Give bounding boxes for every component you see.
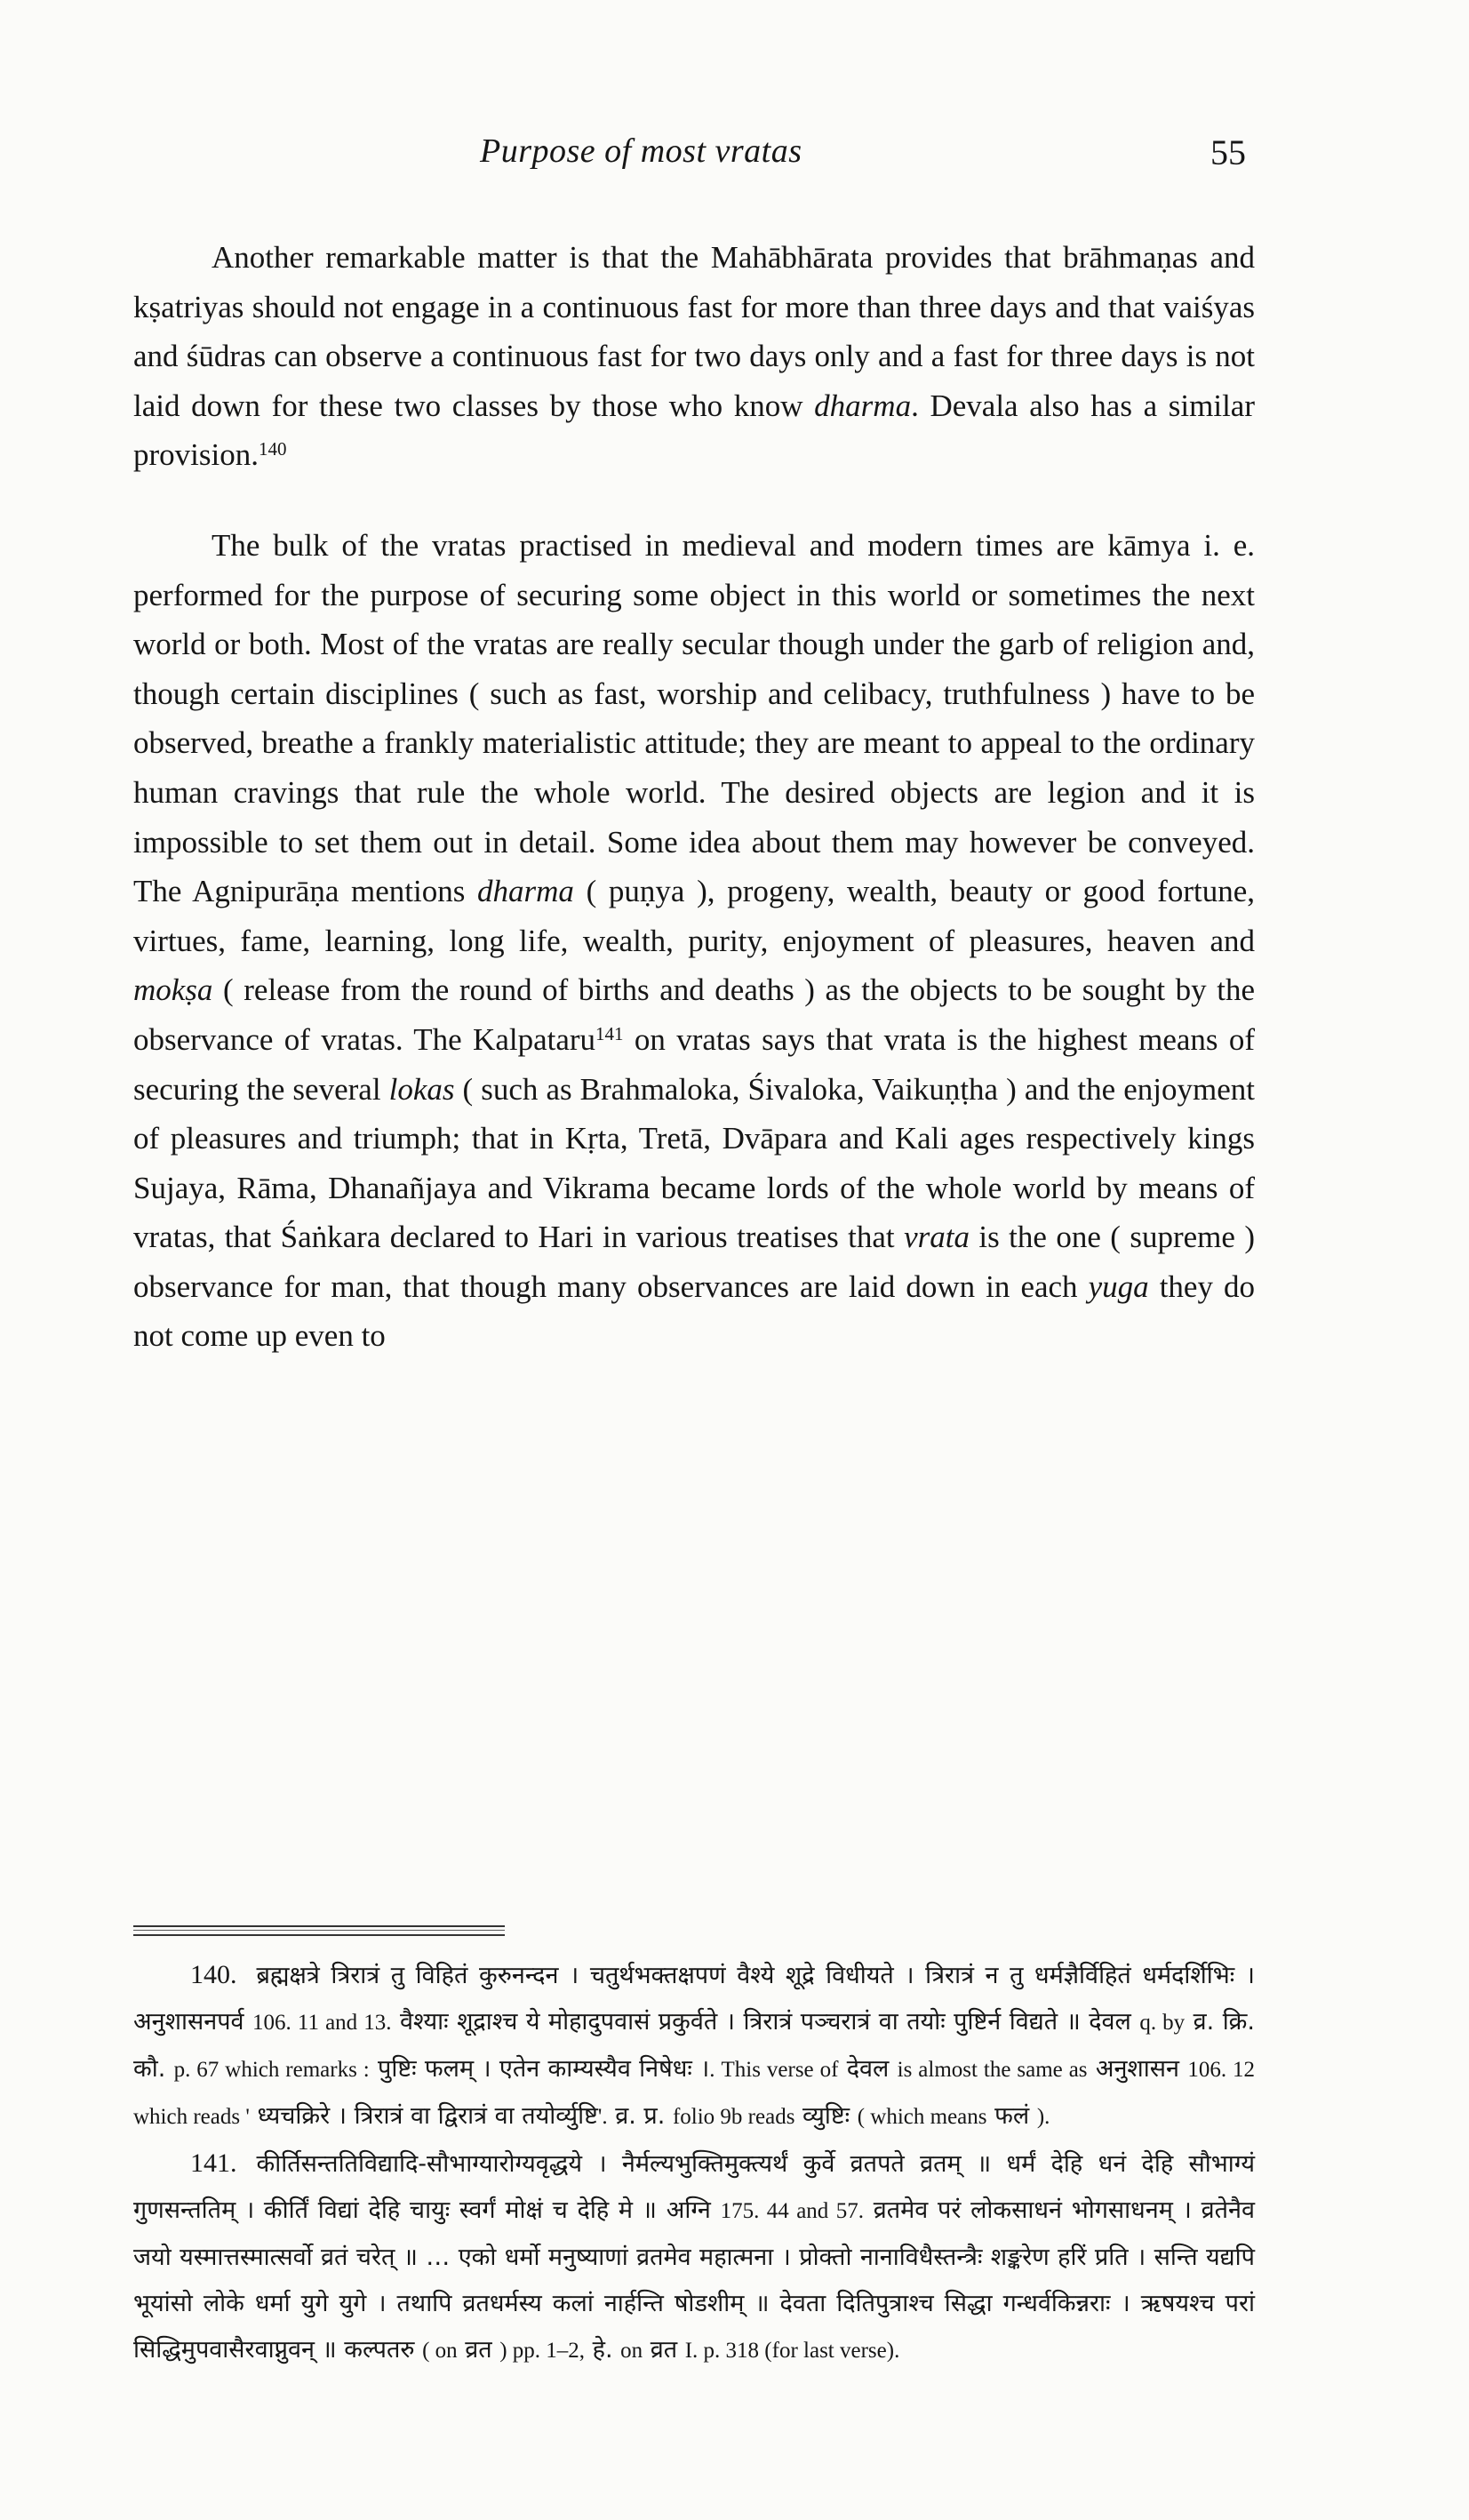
footnote-140: 140. ब्रह्मक्षत्रे त्रिरात्रं तु विहितं कुरुनन्दन । चतुर्थभक्तक्षपणं वैश्ये शूद्रे विधीयते । त्रिरात्रं न तु धर्मज्ञैर्विहितं धर्मदर्शिभिः । अनुशासनपर्व 106. 11 and 13. वैश्याः शूद्राश्च ये मोहादुपवासं प्रकुर्वते । त्रिरात्रं पञ्चरात्रं वा तयोः पुष्टिर्न विद्यते ॥ देवल q. by व्र. क्रि. कौ. p. 67 which remarks : पुष्टिः फलम् । एतेन काम्यस्यैव निषेधः ।. This verse of देवल is almost the same as अनुशासन 106. 12 which reads ' ध्यचक्रिरे । त्रिरात्रं वा द्विरात्रं वा तयोर्व्युष्टि'. व्र. प्र. folio 9b reads व्युष्टिः ( which means फलं ). (133, 1960, 1256, 2130)
paragraph-1: Another remarkable matter is that the Mahābhārata provides that brāhmaṇas and kṣatriyas should not engage in a continuous fast for more than three days and that vaiśyas and śūdras can observe a continuous fast for two days only and a fast for three days is not laid down for these two classes by those who know dharma. Devala also has a similar provision.$^{140}$ (133, 240, 1255, 473)
page-number: 55 (1210, 132, 1246, 172)
footnote-ref-141[interactable]: 141 (595, 1022, 624, 1044)
footnote-separator (133, 1925, 505, 1936)
footnotes (133, 1952, 1255, 2374)
body-text (133, 233, 1255, 1361)
footnote-number: 140. (190, 1960, 237, 1989)
footnote-141: 141. कीर्तिसन्ततिविद्यादि-सौभाग्यारोग्यवृद्धये । नैर्मल्यभुक्तिमुक्त्यर्थं कुर्वे व्रतपते व्रतम् ॥ धर्मं देहि धनं देहि सौभाग्यं गुणसन्ततिम् । कीर्तिं विद्यां देहि चायुः स्वर्गं मोक्षं च देहि मे ॥ अग्नि 175. 44 and 57. व्रतमेव परं लोकसाधनं भोगसाधनम् । व्रतेनैव जयो यस्मात्तस्मात्सर्वो व्रतं चरेत् ॥ … एको धर्मो मनुष्याणां व्रतमेव महात्मना । प्रोक्तो नानाविधैस्तन्त्रैः शङ्करेण हरिं प्रति । सन्ति यद्यपि भूयांसो लोके धर्मा युगे युगे । तथापि व्रतधर्मस्य कलां नार्हन्ति षोडशीम् ॥ देवता दितिपुत्राश्च सिद्धा गन्धर्वकिन्नराः । ऋषयश्च परां सिद्धिमुपवासैरवाप्नुवन् ॥ कल्पतरु ( on व्रत ) pp. 1–2, हे. on व्रत I. p. 318 (for last verse). (133, 2148, 1256, 2364)
running-head: Purpose of most vratas (480, 132, 802, 170)
footnote-ref-140[interactable]: 140 (258, 438, 287, 460)
footnote-number: 141. (190, 2148, 237, 2178)
page-header (133, 132, 1253, 185)
paragraph-2: The bulk of the vratas practised in medieval and modern times are kāmya i. e. performed for the purpose of securing some object in this world or sometimes the next world or both. Most of the vratas are really secular though under the garb of religion and, though certain disciplines ( such as fast, worship and celibacy, truthfulness ) have to be observed, breathe a frankly materialistic attitude; they are meant to appeal to the ordinary human cravings that rule the whole world. The desired objects are legion and it is impossible to set them out in detail. Some idea about them may however be conveyed. The Agnipurāṇa mentions dharma ( puṇya ), progeny, wealth, beauty or good fortune, virtues, fame, learning, long life, wealth, purity, enjoyment of pleasures, heaven and mokṣa ( release from the round of births and deaths ) as the objects to be sought by the observance of vratas. The Kalpataru$^{141}$ on vratas says that vrata is the highest means of securing the several lokas ( such as Brahmaloka, Śivaloka, Vaikuṇṭha ) and the enjoyment of pleasures and triumph; that in Kṛta, Tretā, Dvāpara and Kali ages respectively kings Sujaya, Rāma, Dhanañjaya and Vikrama became lords of the whole world by means of vratas, that Śaṅkara declared to Hari in various treatises that vrata is the one ( supreme ) observance for man, that though many observances are laid down in each yuga they do not come up even to (133, 527, 1256, 1354)
